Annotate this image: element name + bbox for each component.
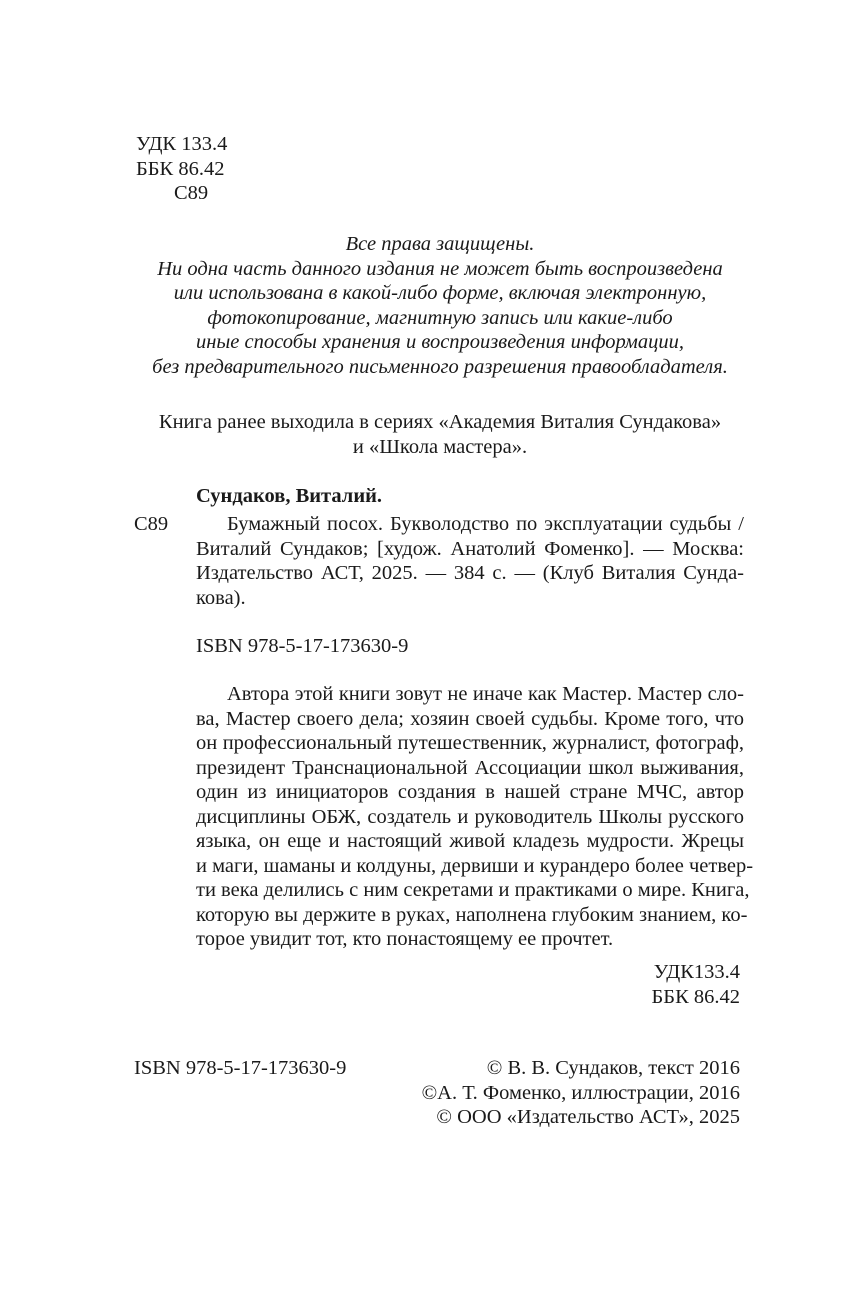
annotation-line: президент Транснациональной Ассоциации школ выживания, — [196, 756, 744, 779]
catalog-line: Виталий Сундаков; [худож. Анатолий Фоменко]. — Москва: — [196, 537, 744, 560]
rights-line: без предварительного письменного разрешения правообладателя. — [152, 355, 728, 378]
copyright-line: ©А. Т. Фоменко, иллюстрации, 2016 — [421, 1081, 740, 1104]
series-line: Книга ранее выходила в сериях «Академия Виталия Сундакова» — [158, 411, 722, 433]
rights-line: фотокопирование, магнитную запись или какие-либо — [207, 306, 673, 329]
rights-line: иные способы хранения и воспроизведения информации, — [196, 331, 684, 353]
catalog-author: Сундаков, Виталий. — [196, 485, 383, 507]
rights-notice — [140, 232, 740, 379]
annotation-codes — [540, 960, 740, 1009]
copyright-line: © В. В. Сундаков, текст 2016 — [486, 1057, 740, 1079]
catalog-line: кова). — [196, 586, 246, 609]
annotation-line: ти века делились с ним секретами и практиками о мире. Книга, — [196, 879, 750, 901]
catalog-isbn: ISBN 978-5-17-173630-9 — [196, 635, 409, 657]
annotation-line: языка, он еще и настоящий живой кладезь мудрости. Жрецы — [196, 830, 744, 852]
rights-line: Ни одна часть данного издания не может быть воспроизведена — [157, 257, 723, 280]
bbk-code: ББК 86.42 — [136, 157, 225, 180]
catalog-entry — [196, 512, 744, 610]
classification-codes — [136, 132, 227, 206]
annotation-line: и маги, шаманы и колдуны, дервиши и курандеро более четвер- — [196, 854, 754, 877]
annotation-line: торое увидит тот, кто понастоящему ее прочтет. — [196, 928, 614, 950]
rights-line: или использована в какой-либо форме, включая электронную, — [173, 282, 707, 304]
annotation-line: дисциплины ОБЖ, создатель и руководитель Школы русского — [196, 805, 744, 828]
udk-code: УДК 133.4 — [136, 133, 228, 155]
annotation-line: один из инициаторов создания в нашей стране МЧС, автор — [196, 781, 744, 803]
catalog-line: Издательство АСТ, 2025. — 384 с. — (Клуб Виталия Сунда- — [196, 562, 744, 584]
annotation-udk: УДК133.4 — [653, 961, 740, 983]
annotation — [196, 682, 754, 952]
series-note — [140, 410, 740, 459]
author-mark: С89 — [174, 182, 209, 204]
annotation-line: ва, Мастер своего дела; хозяин своей судьбы. Кроме того, что — [196, 707, 744, 730]
rights-line: Все права защищены. — [345, 233, 535, 255]
annotation-line: Автора этой книги зовут не иначе как Мастер. Мастер сло- — [227, 683, 744, 705]
copyright-line: © ООО «Издательство АСТ», 2025 — [436, 1106, 740, 1128]
catalog-line: Бумажный посох. Букволодство по эксплуатации судьбы / — [227, 513, 744, 535]
catalog-code: С89 — [134, 513, 169, 535]
series-line: и «Школа мастера». — [352, 435, 528, 458]
annotation-bbk: ББК 86.42 — [651, 985, 740, 1008]
annotation-line: которую вы держите в руках, наполнена глубоким знанием, ко- — [196, 903, 748, 926]
copyright-block — [380, 1056, 740, 1130]
footer-isbn: ISBN 978-5-17-173630-9 — [134, 1057, 347, 1079]
annotation-line: он профессиональный путешественник, журналист, фотограф, — [196, 732, 744, 754]
